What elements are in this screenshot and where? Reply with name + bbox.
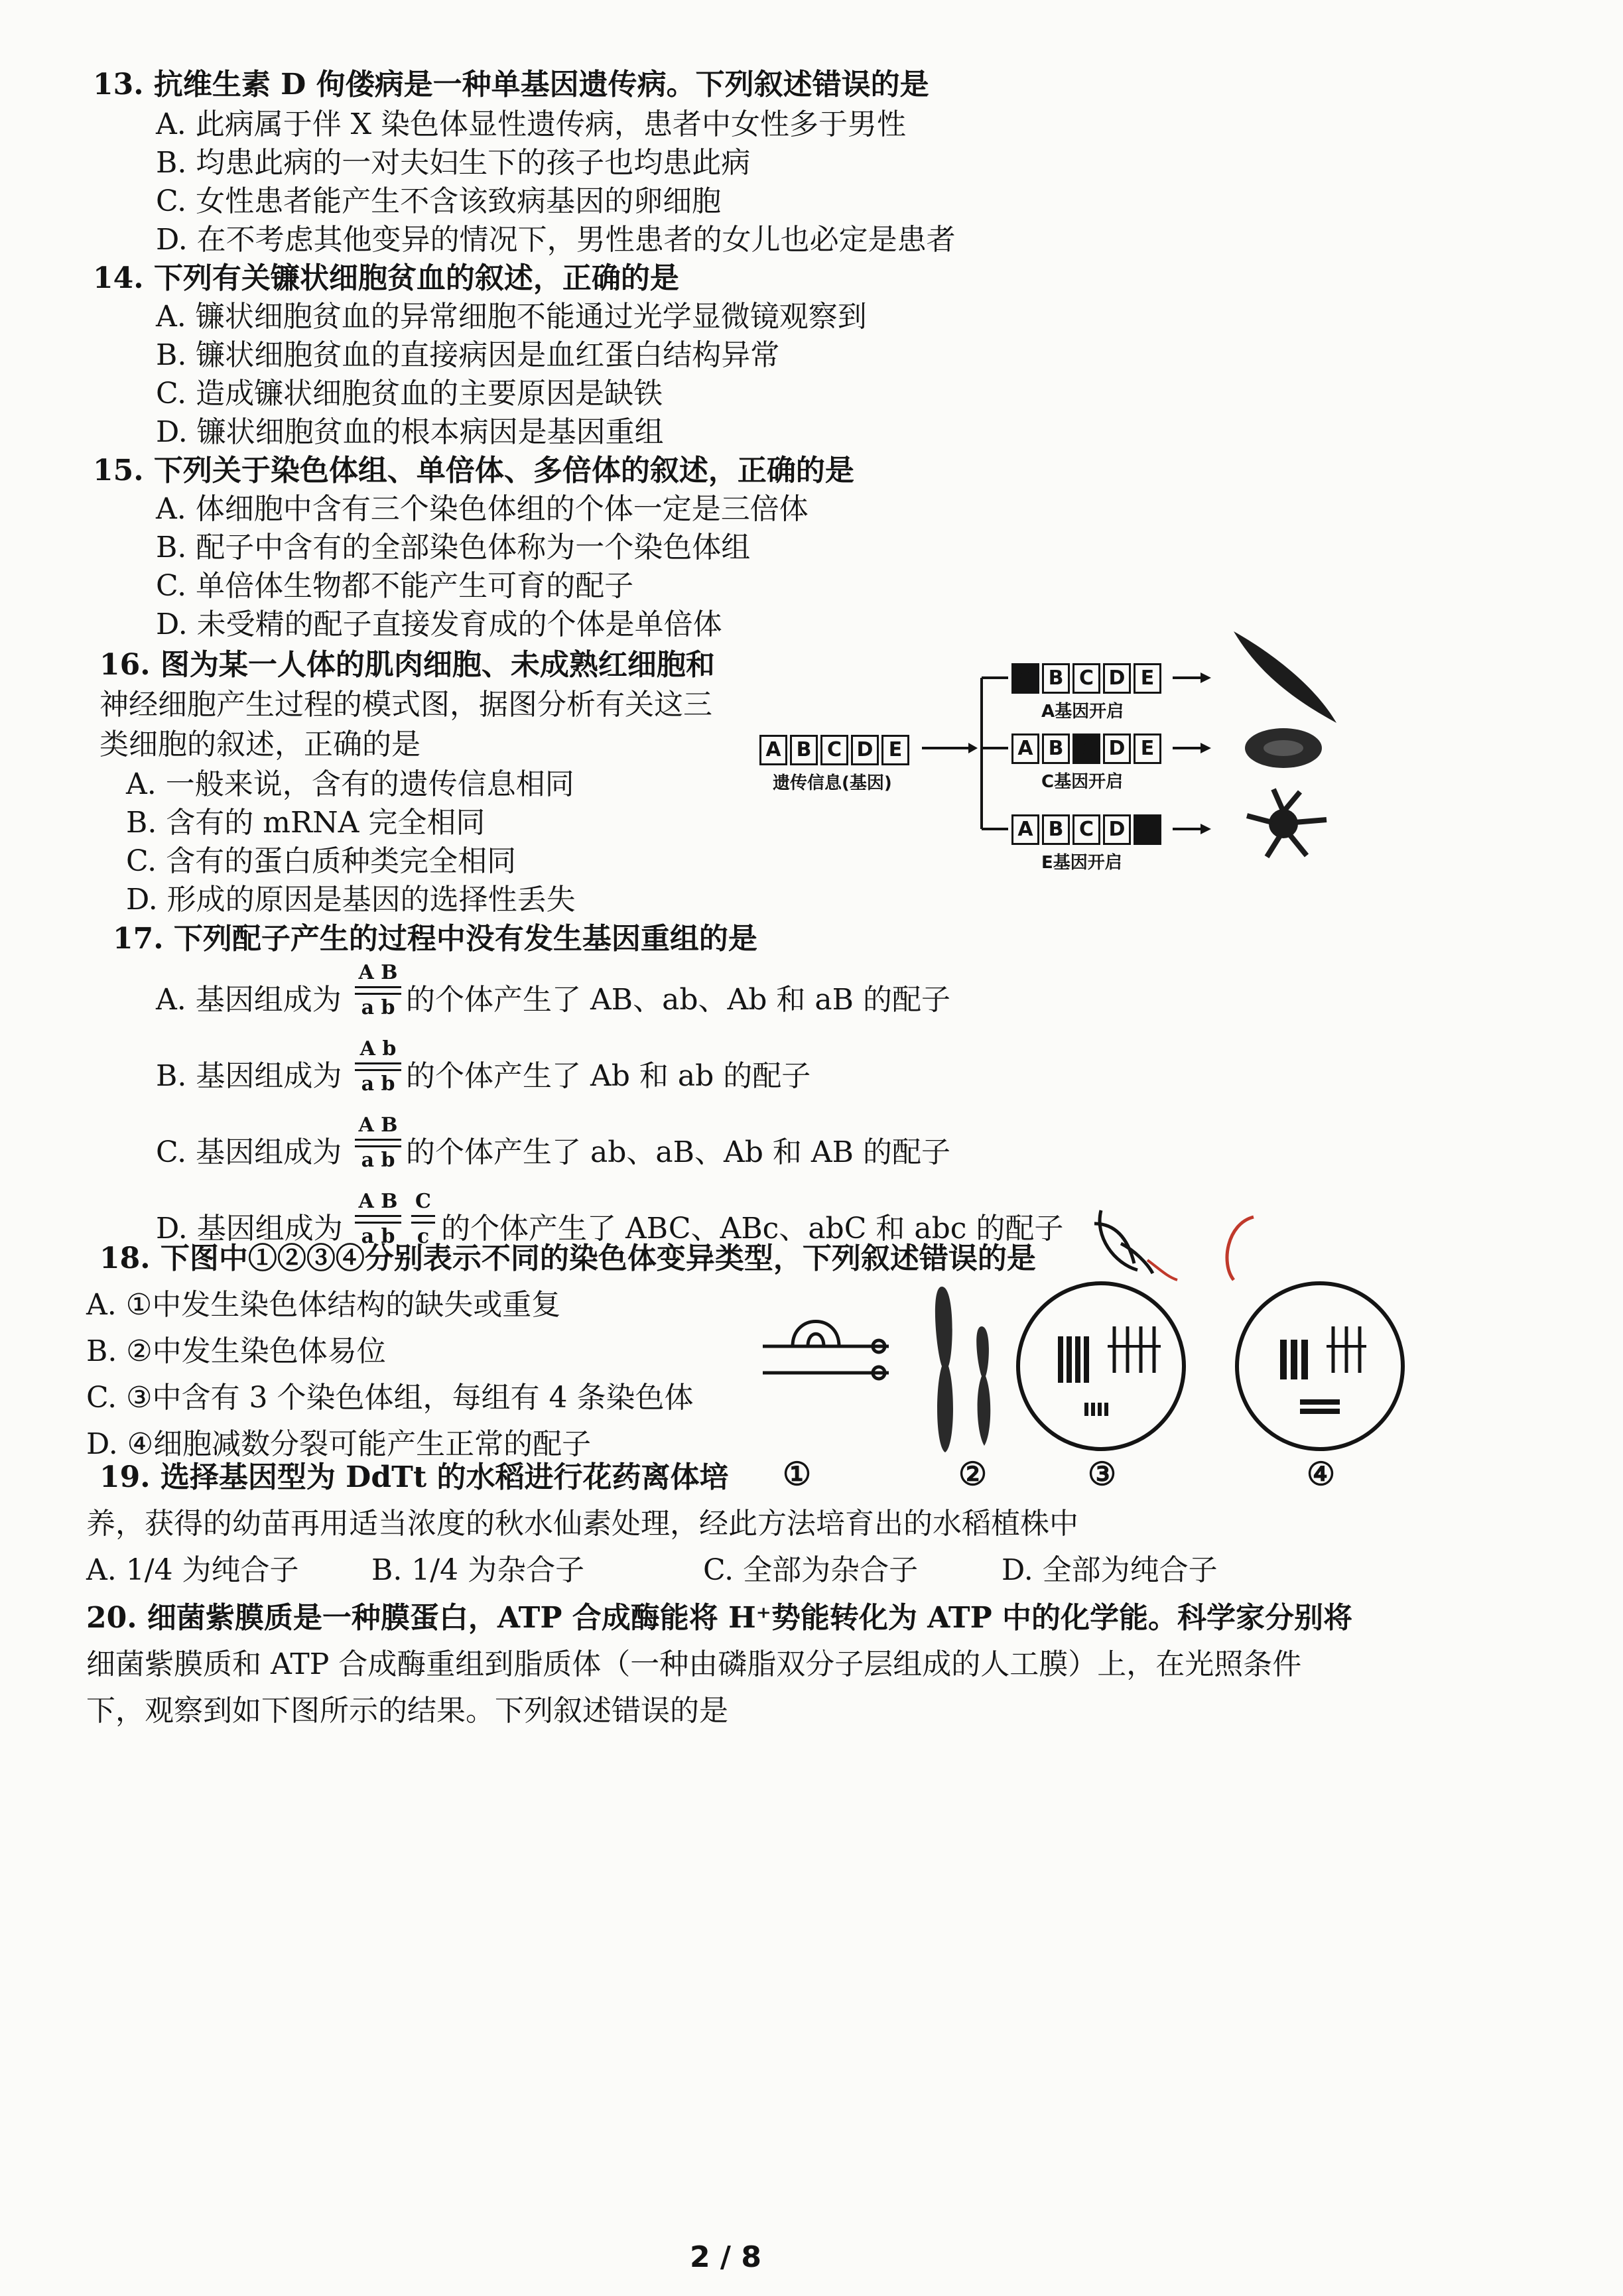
q17-b-chrom-line (355, 1062, 401, 1064)
gene-box-d: D (1103, 814, 1131, 845)
q17-c-rest: 的个体产生了 ab、aB、Ab 和 AB 的配子 (406, 1135, 950, 1169)
q17-b-chrom-line (355, 1069, 401, 1071)
q17-a-chrom-line (355, 986, 401, 988)
gene-box-e-on: E (1134, 814, 1161, 845)
q16-branch-a-genes (1011, 663, 1164, 694)
q13-option-a: A. 此病属于伴 X 染色体显性遗传病，患者中女性多于男性 (156, 107, 907, 141)
q13-option-c: C. 女性患者能产生不含该致病基因的卵细胞 (156, 184, 722, 218)
q17-b-rest: 的个体产生了 Ab 和 ab 的配子 (406, 1059, 811, 1093)
q17-b-genotype-top: A b (359, 1037, 397, 1060)
q18-stem: 18. 下图中①②③④分别表示不同的染色体变异类型，下列叙述错误的是 (99, 1242, 1036, 1275)
q17-d-chrom-line (411, 1215, 435, 1217)
gene-box-b: B (790, 735, 818, 765)
q16-branch-a-label: A基因开启 (1041, 702, 1124, 722)
q17-d-rest: 的个体产生了 ABC、ABc、abC 和 abc 的配子 (441, 1212, 1064, 1245)
q16-stem-line2: 神经细胞产生过程的模式图，据图分析有关这三 (99, 688, 712, 722)
q18-option-d: D. ④细胞减数分裂可能产生正常的配子 (86, 1427, 592, 1461)
gene-box-c: C (820, 735, 848, 765)
q20-line3: 下，观察到如下图所示的结果。下列叙述错误的是 (86, 1694, 728, 1728)
q17-d-genotype-bottom: a b (361, 1225, 395, 1248)
q17-option-d: D. 基因组成为 (156, 1212, 343, 1245)
q18-option-a: A. ①中发生染色体结构的缺失或重复 (86, 1288, 561, 1322)
q17-d-genotype-top: A B (358, 1190, 398, 1213)
q15-option-a: A. 体细胞中含有三个染色体组的个体一定是三倍体 (156, 492, 809, 526)
q17-d-genotype-top2: C (415, 1190, 431, 1213)
q19-stem-line1: 19. 选择基因型为 DdTt 的水稻进行花药离体培 (99, 1460, 729, 1494)
gene-box-e: E (1134, 663, 1161, 694)
handwritten-check-mark (1074, 1197, 1267, 1283)
gene-box-e: E (1134, 733, 1161, 764)
neuron-icon (1247, 789, 1327, 857)
q15-option-d: D. 未受精的配子直接发育成的个体是单倍体 (156, 607, 722, 641)
cell-three-sets-icon (1018, 1283, 1184, 1449)
q19-option-a: A. 1/4 为纯合子 (86, 1553, 299, 1587)
gene-box-e: E (881, 735, 909, 765)
gene-box-c: C (1072, 814, 1100, 845)
gene-box-b: B (1042, 663, 1070, 694)
q19-option-b: B. 1/4 为杂合子 (371, 1553, 585, 1587)
gene-box-d: D (851, 735, 879, 765)
q17-d-chrom-line (355, 1215, 401, 1217)
q17-a-genotype-bottom: a b (361, 996, 395, 1019)
q15-option-b: B. 配子中含有的全部染色体称为一个染色体组 (156, 531, 751, 564)
gene-box-a: A (1011, 733, 1039, 764)
q17-option-a: A. 基因组成为 (156, 983, 342, 1017)
q17-d-chrom-line (355, 1222, 401, 1224)
q13-option-d: D. 在不考虑其他变异的情况下，男性患者的女儿也必定是患者 (156, 223, 956, 257)
q19-option-c: C. 全部为杂合子 (703, 1553, 919, 1587)
q19-stem-line2: 养，获得的幼苗再用适当浓度的秋水仙素处理，经此方法培育出的水稻植株中 (86, 1507, 1078, 1541)
q17-a-rest: 的个体产生了 AB、ab、Ab 和 aB 的配子 (406, 983, 950, 1017)
q20-line1: 20. 细菌紫膜质是一种膜蛋白，ATP 合成酶能将 H⁺势能转化为 ATP 中的化学能。科学家分别将 (86, 1601, 1353, 1635)
q18-option-c: C. ③中含有 3 个染色体组，每组有 4 条染色体 (86, 1381, 694, 1415)
gene-box-d: D (1103, 663, 1131, 694)
q14-option-a: A. 镰状细胞贫血的异常细胞不能通过光学显微镜观察到 (156, 300, 867, 334)
q17-option-c: C. 基因组成为 (156, 1135, 342, 1169)
q16-source-genes (759, 735, 912, 765)
gene-box-a: A (759, 735, 787, 765)
red-blood-cell-icon (1245, 728, 1322, 768)
q13-stem: 13. 抗维生素 D 佝偻病是一种单基因遗传病。下列叙述错误的是 (93, 68, 929, 101)
q18-figure-label-1: ① (783, 1456, 812, 1493)
q15-option-c: C. 单倍体生物都不能产生可育的配子 (156, 569, 634, 603)
q14-option-b: B. 镰状细胞贫血的直接病因是血红蛋白结构异常 (156, 338, 780, 372)
q20-line2: 细菌紫膜质和 ATP 合成酶重组到脂质体（一种由磷脂双分子层组成的人工膜）上，在光照条件 (86, 1647, 1302, 1681)
q16-option-b: B. 含有的 mRNA 完全相同 (126, 806, 486, 840)
q17-c-chrom-line (355, 1139, 401, 1141)
q17-stem: 17. 下列配子产生的过程中没有发生基因重组的是 (113, 922, 757, 956)
q18-option-b: B. ②中发生染色体易位 (86, 1334, 386, 1368)
q14-option-d: D. 镰状细胞贫血的根本病因是基因重组 (156, 415, 664, 449)
q16-branch-c-genes (1011, 733, 1164, 764)
gene-box-d: D (1103, 733, 1131, 764)
q16-cell-drawings (1220, 623, 1346, 862)
q16-option-d: D. 形成的原因是基因的选择性丢失 (126, 883, 576, 917)
q16-option-a: A. 一般来说，含有的遗传信息相同 (126, 767, 574, 801)
q16-branch-e-genes (1011, 814, 1164, 845)
q18-figure-label-2: ② (958, 1456, 988, 1493)
cell-four-icon (1237, 1283, 1403, 1449)
q13-option-b: B. 均患此病的一对夫妇生下的孩子也均患此病 (156, 146, 751, 180)
q15-stem: 15. 下列关于染色体组、单倍体、多倍体的叙述，正确的是 (93, 454, 854, 487)
chromosome-loop-icon (763, 1322, 889, 1379)
q18-figure-label-4: ④ (1307, 1456, 1336, 1493)
q16-branch-e-label: E基因开启 (1041, 853, 1122, 873)
gene-box-b: B (1042, 814, 1070, 845)
q17-c-genotype-top: A B (358, 1114, 398, 1137)
q16-branch-c-label: C基因开启 (1041, 772, 1124, 792)
gene-box-c: C (1072, 663, 1100, 694)
q14-stem: 14. 下列有关镰状细胞贫血的叙述，正确的是 (93, 261, 679, 295)
q17-c-genotype-bottom: a b (361, 1149, 395, 1172)
q16-stem-line3: 类细胞的叙述，正确的是 (99, 728, 421, 761)
q19-option-d: D. 全部为纯合子 (1002, 1553, 1218, 1587)
q17-a-genotype-top: A B (358, 961, 398, 984)
gene-box-a: A (1011, 814, 1039, 845)
page-number: 2 / 8 (690, 2240, 761, 2274)
gene-box-c-on: C (1072, 733, 1100, 764)
q16-stem-line1: 16. 图为某一人体的肌肉细胞、未成熟红细胞和 (99, 648, 715, 682)
q17-option-b: B. 基因组成为 (156, 1059, 342, 1093)
muscle-cell-icon (1234, 631, 1336, 723)
q17-b-genotype-bottom: a b (361, 1072, 395, 1096)
q14-option-c: C. 造成镰状细胞贫血的主要原因是缺铁 (156, 377, 663, 411)
gene-box-b: B (1042, 733, 1070, 764)
chromosome-pair-icon (935, 1287, 990, 1452)
q17-a-chrom-line (355, 993, 401, 995)
gene-box-a-on: A (1011, 663, 1039, 694)
q18-figure-label-3: ③ (1088, 1456, 1117, 1493)
q17-d-genotype-bottom2: c (417, 1225, 430, 1248)
q16-option-c: C. 含有的蛋白质种类完全相同 (126, 844, 517, 878)
q17-c-chrom-line (355, 1145, 401, 1147)
q17-d-chrom-line (411, 1222, 435, 1224)
q16-source-label: 遗传信息(基因) (773, 773, 892, 793)
